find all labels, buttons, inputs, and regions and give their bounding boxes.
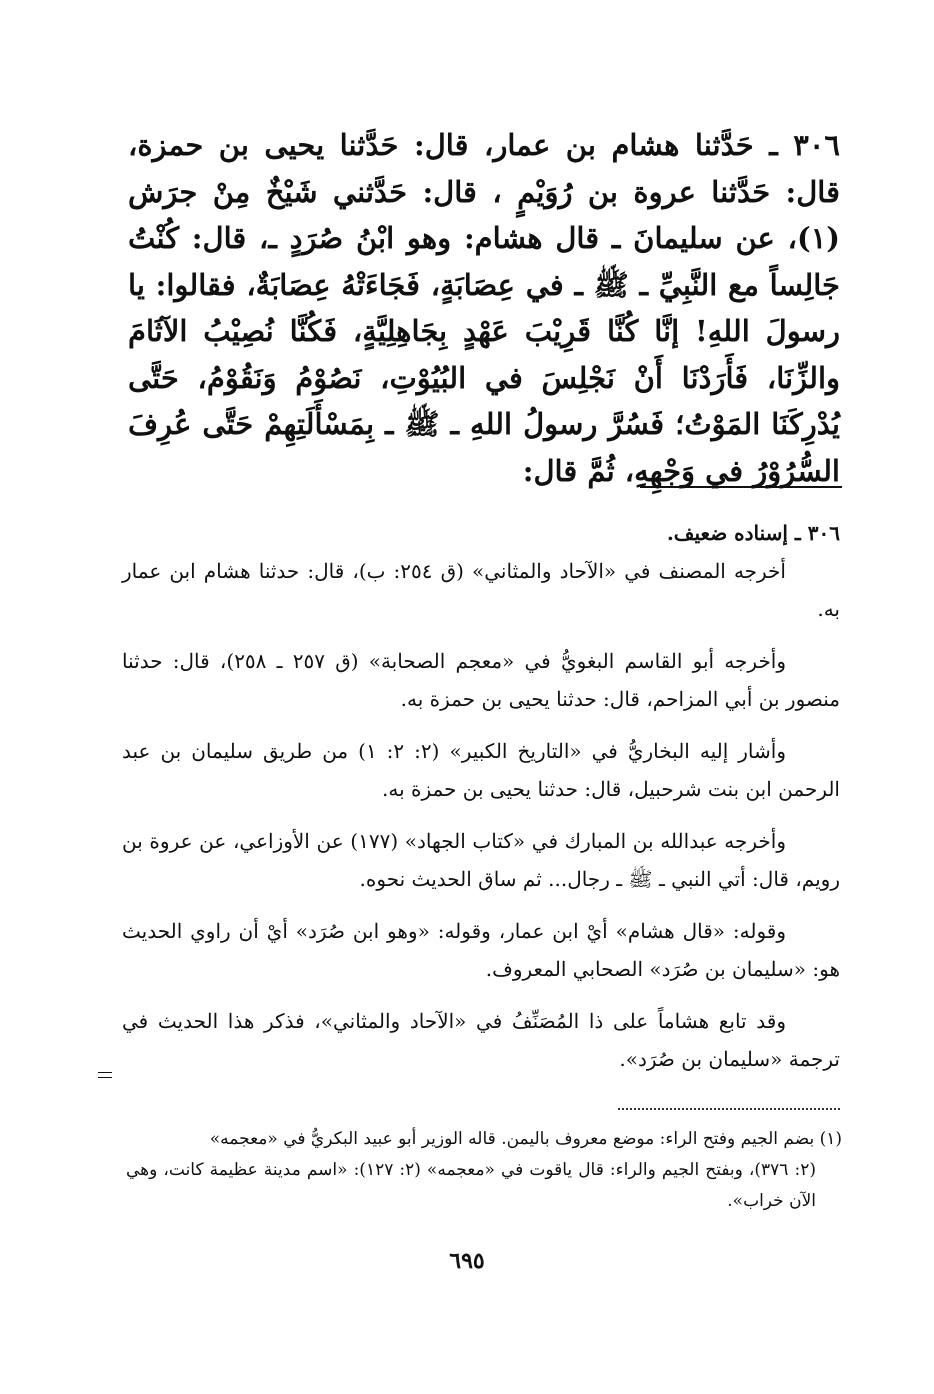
footnote-line-1: (١) بضم الجيم وفتح الراء: موضع معروف باليمن. قاله الوزير أبو عبيد البكريُّ في «معجمه» (209, 1129, 842, 1149)
footnote-separator (618, 1108, 840, 1110)
footnote (126, 1124, 842, 1217)
takhrij-paragraph-6: وقد تابع هشاماً على ذا المُصَنِّفُ في «الآحاد والمثاني»، فذكر هذا الحديث في ترجمة «سليمان بن صُرَد». (122, 1009, 840, 1071)
section-divider (640, 486, 842, 488)
takhrij-paragraph-2: وأخرجه أبو القاسم البغويُّ في «معجم الصحابة» (ق ٢٥٧ ـ ٢٥٨)، قال: حدثنا منصور بن أبي المزاحم، قال: حدثنا يحيى بن حمزة به. (122, 649, 840, 711)
continuation-mark (98, 1072, 112, 1082)
takhrij-paragraph-1: أخرجه المصنف في «الآحاد والمثاني» (ق ٢٥٤: ب)، قال: حدثنا هشام ابن عمار به. (122, 559, 840, 621)
hadith-text: ٣٠٦ ـ حَدَّثنا هشام بن عمار، قال: حَدَّثنا يحيى بن حمزة، قال: حَدَّثنا عروة بن رُوَيْمٍ ، قال: حَدَّثني شَيْخٌ مِنْ جرَش (١)، عن سليمانَ ـ قال هشام: وهو ابْنُ صُرَدٍ ـ، قال: كُنْتُ جَالِساً مع النَّبِيِّ ـ ﷺ ـ في عِصَابَةٍ، فَجَاءَتْهُ عِصَابَةٌ، فقالوا: يا رسولَ اللهِ! إنَّا كُنَّا قَرِيْبَ عَهْدٍ بِجَاهِلِيَّةٍ، فَكُنَّا نُصِيْبُ الآثَامَ والزِّنَا، فَأَرَدْنَا أَنْ نَجْلِسَ في البُيُوْتِ، نَصُوْمُ وَنَقُوْمُ، حَتَّى يُدْرِكَنَا المَوْتُ؛ فَسُرَّ رسولُ اللهِ ـ ﷺ ـ بِمَسْأَلَتِهِمْ حَتَّى عُرِفَ السُّرُوْرُ في وَجْهِهِ، ثُمَّ قال: (128, 128, 840, 488)
footnote-line-2: (٢: ٣٧٦)، وبفتح الجيم والراء: قال ياقوت في «معجمه» (٢: ١٢٧): «اسم مدينة عظيمة كانت، وهي الآن خراب». (126, 1160, 817, 1211)
takhrij-paragraph-5: وقوله: «قال هشام» أيْ ابن عمار، وقوله: «وهو ابن صُرَد» أيْ أن راوي الحديث هو: «سليمان بن صُرَد» الصحابي المعروف. (122, 919, 840, 981)
page-number: ٦٩٥ (449, 1248, 485, 1274)
hadith-text-block (128, 122, 840, 494)
takhrij-paragraph-3: وأشار إليه البخاريُّ في «التاريخ الكبير» (٢: ٢: ١) من طريق سليمان بن عبد الرحمن ابن بنت شرحبيل، قال: حدثنا يحيى بن حمزة به. (122, 739, 840, 801)
takhrij-paragraph-4: وأخرجه عبدالله بن المبارك في «كتاب الجهاد» (١٧٧) عن الأوزاعي، عن عروة بن رويم، قال: أتي النبي ـ ﷺ ـ رجال... ثم ساق الحديث نحوه. (122, 829, 840, 891)
takhrij-section (122, 514, 840, 1092)
takhrij-heading: ٣٠٦ ـ إسناده ضعيف. (666, 521, 840, 545)
